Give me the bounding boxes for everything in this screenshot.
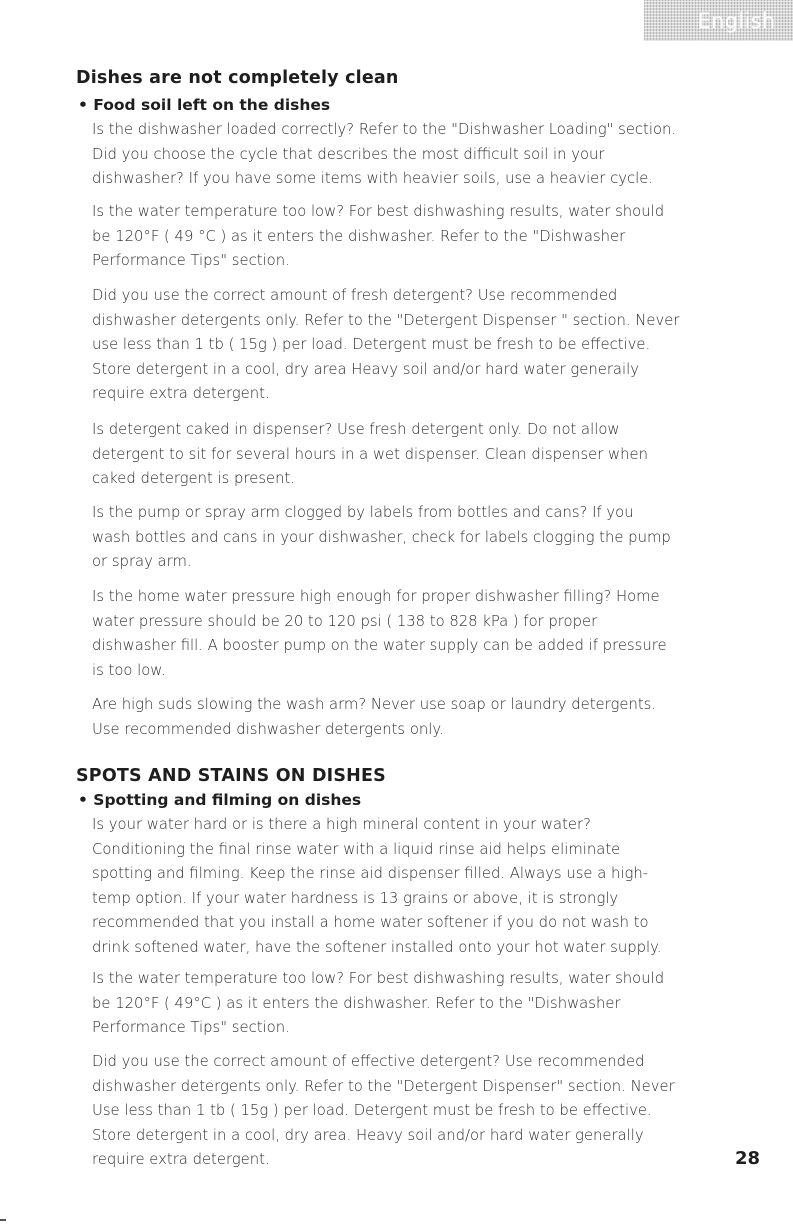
paragraph-detergent-amount: Did you use the correct amount of fresh detergent? Use recommended dishwasher detergents only. Refer to the "Detergent Dispenser " section. Never use less than 1 tb ( 15g ) per load. Detergent must be fresh to be effective. Store detergent in a cool, dry area Heavy soil and/or hard water generaily require extra detergent. — [92, 287, 680, 402]
paragraph-water-temperature: Is the water temperature too low? For best dishwashing results, water should be 120°F ( 49 °C ) as it enters the dishwasher. Refer to the "Dishwasher Performance Tips" section. — [92, 203, 665, 269]
paragraph-water-temperature-2: Is the water temperature too low? For best dishwashing results, water should be 120°F ( 49°C ) as it enters the dishwasher. Refer to the "Dishwasher Performance Tips" section. — [92, 970, 665, 1036]
page-number: 28 — [735, 1148, 761, 1169]
paragraph-effective-detergent: Did you use the correct amount of effective detergent? Use recommended dishwasher detergents only. Refer to the "Detergent Dispenser" section. Never Use less than 1 tb ( 15g ) per load. Detergent must be fresh to be effective. Store detergent in a cool, dry area. Heavy soil and/or hard water generally require extra detergent. — [92, 1053, 675, 1168]
paragraph-water-pressure: Is the home water pressure high enough for proper dishwasher filling? Home water pressure should be 20 to 120 psi ( 138 to 828 kPa ) for proper dishwasher fill. A booster pump on the water supply can be added if pressure is too low. — [92, 588, 667, 679]
paragraph-hard-water: Is your water hard or is there a high mineral content in your water? Conditioning the final rinse water with a liquid rinse aid helps eliminate spotting and filming. Keep the rinse aid dispenser filled. Always use a high- temp option. If your water hardness is 13 grains or above, it is strongly recommended that you install a home water softener if you do not wash to drink softened water, have the softener installed onto your hot water supply. — [92, 816, 662, 956]
bullet-heading-food-soil: • Food soil left on the dishes — [78, 96, 331, 114]
paragraph-high-suds: Are high suds slowing the wash arm? Never use soap or laundry detergents. Use recommended dishwasher detergents only. — [92, 696, 657, 738]
section-title-dishes-not-clean: Dishes are not completely clean — [76, 68, 399, 88]
section-title-spots-and-stains: SPOTS AND STAINS ON DISHES — [76, 766, 386, 786]
corner-mark — [0, 1219, 6, 1221]
paragraph-loading: Is the dishwasher loaded correctly? Refer to the "Dishwasher Loading" section. Did you choose the cycle that describes the most difficult soil in your dishwasher? If you have some items with heavier soils, use a heavier cycle. — [92, 121, 677, 187]
bullet-heading-spotting-filming: • Spotting and filming on dishes — [78, 791, 362, 809]
paragraph-pump-clogged: Is the pump or spray arm clogged by labels from bottles and cans? If you wash bottles and cans in your dishwasher, check for labels clogging the pump or spray arm. — [92, 504, 671, 570]
paragraph-caked-detergent: Is detergent caked in dispenser? Use fresh detergent only. Do not allow detergent to sit for several hours in a wet dispenser. Clean dispenser when caked detergent is present. — [92, 421, 649, 487]
language-tab: English — [644, 0, 793, 41]
